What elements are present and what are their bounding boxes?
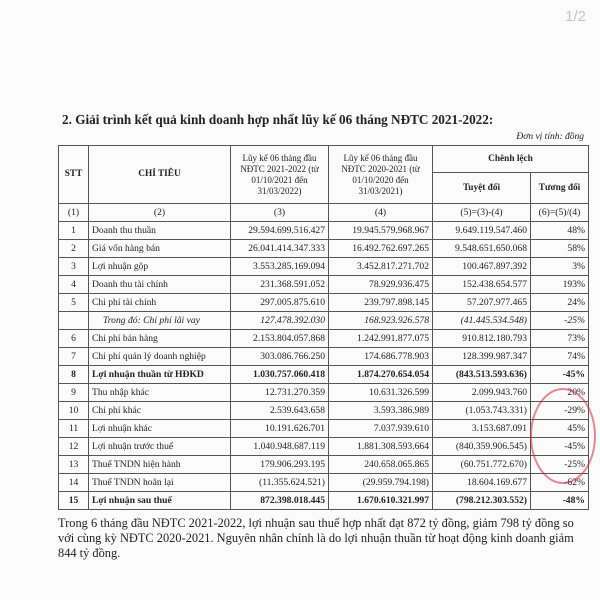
row-diff-absolute: 152.438.654.577 <box>433 276 531 294</box>
row-diff-absolute: (798.212.303.552) <box>433 492 531 510</box>
row-diff-relative: -48% <box>531 492 589 510</box>
row-name: Chi phí khác <box>89 402 231 420</box>
row-name: Thuế TNDN hoãn lại <box>89 474 231 492</box>
row-value-previous: 168.923.926.578 <box>329 312 433 330</box>
row-stt: 4 <box>59 276 89 294</box>
row-diff-absolute: 9.649.119.547.460 <box>433 222 531 240</box>
row-diff-absolute: 3.153.687.091 <box>433 420 531 438</box>
row-stt: 9 <box>59 384 89 402</box>
row-stt: 8 <box>59 366 89 384</box>
index-cell: (1) <box>59 204 89 222</box>
row-value-previous: 3.452.817.271.702 <box>329 258 433 276</box>
row-value-previous: 19.945.579.968.967 <box>329 222 433 240</box>
header-chenh-lech: Chênh lệch <box>433 146 589 173</box>
table-row <box>59 474 589 492</box>
table-row <box>59 384 589 402</box>
row-value-previous: 240.658.065.865 <box>329 456 433 474</box>
row-stt: 5 <box>59 294 89 312</box>
row-name: Trong đó: Chi phí lãi vay <box>89 312 231 330</box>
row-name: Thuế TNDN hiện hành <box>89 456 231 474</box>
header-tuyet-doi: Tuyệt đối <box>433 173 531 204</box>
header-chi-tieu: CHỈ TIÊU <box>89 146 231 204</box>
row-stt: 1 <box>59 222 89 240</box>
table-row <box>59 222 589 240</box>
row-stt <box>59 312 89 330</box>
row-value-current: 1.030.757.060.418 <box>231 366 329 384</box>
index-cell: (3) <box>231 204 329 222</box>
table-row <box>59 456 589 474</box>
row-value-current: 26.041.414.347.333 <box>231 240 329 258</box>
table-row <box>59 420 589 438</box>
row-diff-relative: 193% <box>531 276 589 294</box>
row-stt: 6 <box>59 330 89 348</box>
row-name: Lợi nhuận gộp <box>89 258 231 276</box>
index-cell: (2) <box>89 204 231 222</box>
row-diff-relative: 74% <box>531 348 589 366</box>
row-diff-relative: 24% <box>531 294 589 312</box>
row-value-previous: 78.929.936.475 <box>329 276 433 294</box>
row-name: Chi phí bán hàng <box>89 330 231 348</box>
row-diff-relative: 48% <box>531 222 589 240</box>
row-diff-absolute: 128.399.987.347 <box>433 348 531 366</box>
table-row <box>59 438 589 456</box>
report-body <box>58 145 593 561</box>
table-row <box>59 402 589 420</box>
row-value-previous: (29.959.794.198) <box>329 474 433 492</box>
row-name: Chi phí quản lý doanh nghiệp <box>89 348 231 366</box>
row-diff-absolute: 9.548.651.650.068 <box>433 240 531 258</box>
table-row <box>59 366 589 384</box>
row-value-previous: 1.881.308.593.664 <box>329 438 433 456</box>
row-value-previous: 1.242.991.877.075 <box>329 330 433 348</box>
row-value-current: 3.553.285.169.094 <box>231 258 329 276</box>
row-value-previous: 7.037.939.610 <box>329 420 433 438</box>
row-diff-absolute: 18.604.169.677 <box>433 474 531 492</box>
row-value-previous: 10.631.326.599 <box>329 384 433 402</box>
row-value-current: 2.539.643.658 <box>231 402 329 420</box>
row-diff-relative: 20% <box>531 384 589 402</box>
row-diff-relative: 3% <box>531 258 589 276</box>
header-tuong-doi: Tương đối <box>531 173 589 204</box>
row-name: Doanh thu tài chính <box>89 276 231 294</box>
row-diff-absolute: (41.445.534.548) <box>433 312 531 330</box>
row-diff-absolute: 57.207.977.465 <box>433 294 531 312</box>
row-name: Thu nhập khác <box>89 384 231 402</box>
header-col4: Lũy kế 06 tháng đầu NĐTC 2020-2021 (từ 01/10/2020 đến 31/03/2021) <box>329 146 433 204</box>
row-stt: 13 <box>59 456 89 474</box>
row-value-current: 127.478.392.030 <box>231 312 329 330</box>
table-row <box>59 312 589 330</box>
row-diff-relative: 45% <box>531 420 589 438</box>
row-value-previous: 239.797.898.145 <box>329 294 433 312</box>
row-diff-absolute: (843.513.593.636) <box>433 366 531 384</box>
row-diff-relative: -45% <box>531 366 589 384</box>
row-value-current: 10.191.626.701 <box>231 420 329 438</box>
table-row <box>59 492 589 510</box>
row-stt: 3 <box>59 258 89 276</box>
row-stt: 14 <box>59 474 89 492</box>
header-col3: Lũy kế 06 tháng đầu NĐTC 2021-2022 (từ 01/10/2021 đến 31/03/2022) <box>231 146 329 204</box>
row-value-current: 179.906.293.195 <box>231 456 329 474</box>
row-stt: 12 <box>59 438 89 456</box>
row-value-previous: 3.593.386.989 <box>329 402 433 420</box>
row-diff-absolute: (840.359.906.545) <box>433 438 531 456</box>
row-name: Lợi nhuận trước thuế <box>89 438 231 456</box>
table-row <box>59 330 589 348</box>
table-row <box>59 258 589 276</box>
row-diff-absolute: 100.467.897.392 <box>433 258 531 276</box>
row-diff-absolute: 910.812.180.793 <box>433 330 531 348</box>
row-name: Lợi nhuận sau thuế <box>89 492 231 510</box>
table-row <box>59 240 589 258</box>
unit-label: Đơn vị tính: đồng <box>516 132 584 142</box>
row-value-previous: 1.670.610.321.997 <box>329 492 433 510</box>
section-title: 2. Giải trình kết quả kinh doanh hợp nhất lũy kế 06 tháng NĐTC 2021-2022: <box>62 112 494 127</box>
row-diff-relative: -45% <box>531 438 589 456</box>
row-value-current: 303.086.766.250 <box>231 348 329 366</box>
row-stt: 10 <box>59 402 89 420</box>
row-stt: 7 <box>59 348 89 366</box>
row-value-previous: 16.492.762.697.265 <box>329 240 433 258</box>
table-row <box>59 348 589 366</box>
row-name: Lợi nhuận thuần từ HĐKD <box>89 366 231 384</box>
row-stt: 2 <box>59 240 89 258</box>
row-value-current: 1.040.948.687.119 <box>231 438 329 456</box>
summary-paragraph: Trong 6 tháng đầu NĐTC 2021-2022, lợi nhuận sau thuế hợp nhất đạt 872 tỷ đồng, giảm 798 tỷ đồng so với cùng kỳ NĐTC 2020-2021. Nguyên nhân chính là do lợi nhuận thuần từ hoạt động kinh doanh giảm 844 tỷ đồng. <box>58 516 574 560</box>
row-value-previous: 1.874.270.654.054 <box>329 366 433 384</box>
row-stt: 11 <box>59 420 89 438</box>
index-cell: (4) <box>329 204 433 222</box>
row-value-current: (11.355.624.521) <box>231 474 329 492</box>
index-cell: (5)=(3)-(4) <box>433 204 531 222</box>
header-stt: STT <box>59 146 89 204</box>
row-value-current: 231.368.591.052 <box>231 276 329 294</box>
row-value-current: 2.153.804.057.868 <box>231 330 329 348</box>
row-diff-absolute: (60.751.772.670) <box>433 456 531 474</box>
row-diff-relative: -25% <box>531 312 589 330</box>
row-name: Lợi nhuận khác <box>89 420 231 438</box>
row-value-current: 12.731.270.359 <box>231 384 329 402</box>
row-value-current: 297.005.875.610 <box>231 294 329 312</box>
table-row <box>59 294 589 312</box>
row-stt: 15 <box>59 492 89 510</box>
row-name: Giá vốn hàng bán <box>89 240 231 258</box>
row-diff-relative: -25% <box>531 456 589 474</box>
row-diff-relative: -29% <box>531 402 589 420</box>
row-diff-relative: 58% <box>531 240 589 258</box>
results-table <box>58 145 589 510</box>
row-value-previous: 174.686.778.903 <box>329 348 433 366</box>
row-name: Chi phí tài chính <box>89 294 231 312</box>
row-value-current: 29.594.699.516.427 <box>231 222 329 240</box>
row-diff-relative: 73% <box>531 330 589 348</box>
index-cell: (6)=(5)/(4) <box>531 204 589 222</box>
table-row <box>59 276 589 294</box>
row-diff-relative: -62% <box>531 474 589 492</box>
row-diff-absolute: (1.053.743.331) <box>433 402 531 420</box>
row-name: Doanh thu thuần <box>89 222 231 240</box>
page-indicator: 1/2 <box>565 8 586 25</box>
row-value-current: 872.398.018.445 <box>231 492 329 510</box>
row-diff-absolute: 2.099.943.760 <box>433 384 531 402</box>
